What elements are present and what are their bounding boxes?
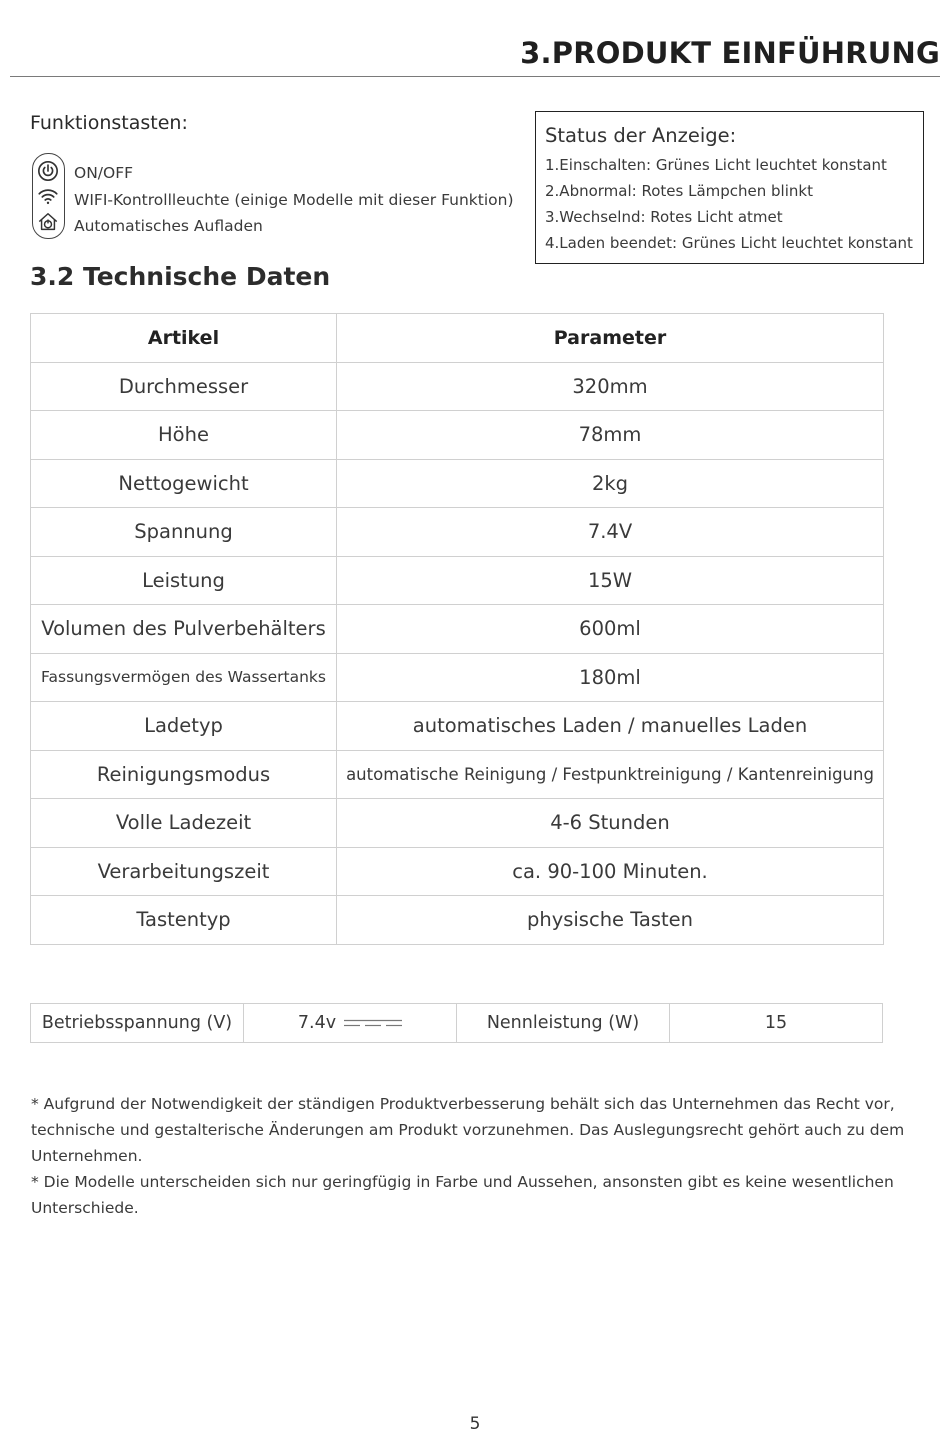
table-cell: Reinigungsmodus xyxy=(31,750,337,799)
table-row xyxy=(31,1004,883,1043)
table-cell: 600ml xyxy=(337,605,884,654)
header-divider xyxy=(10,76,940,77)
table-cell: Höhe xyxy=(31,411,337,460)
voltage-label: Betriebsspannung (V) xyxy=(31,1004,244,1043)
list-item: 4.Laden beendet: Grünes Licht leuchtet konstant xyxy=(545,234,913,252)
list-item: ON/OFF xyxy=(74,164,134,182)
list-item: 2.Abnormal: Rotes Lämpchen blinkt xyxy=(545,182,813,200)
note-paragraph: * Die Modelle unterscheiden sich nur geringfügig in Farbe und Aussehen, ansonsten gibt es keine wesentlichen Unterschiede. xyxy=(31,1173,894,1217)
table-cell: 7.4V xyxy=(337,508,884,557)
column-header: Parameter xyxy=(337,314,884,363)
table-cell: 78mm xyxy=(337,411,884,460)
table-cell: Verarbeitungszeit xyxy=(31,847,337,896)
dc-symbol-icon xyxy=(344,1018,402,1028)
table-row xyxy=(31,508,884,557)
power-value: 15 xyxy=(670,1004,883,1043)
page-title: 3.PRODUKT EINFÜHRUNG xyxy=(520,36,940,70)
table-row xyxy=(31,750,884,799)
table-cell: ca. 90-100 Minuten. xyxy=(337,847,884,896)
table-cell: Durchmesser xyxy=(31,362,337,411)
table-row xyxy=(31,653,884,702)
power-icon xyxy=(37,160,59,182)
table-row xyxy=(31,605,884,654)
table-row xyxy=(31,799,884,848)
status-box xyxy=(535,111,924,264)
table-cell: 2kg xyxy=(337,459,884,508)
notes xyxy=(31,1091,911,1221)
voltage-value-cell xyxy=(244,1004,457,1043)
status-title: Status der Anzeige: xyxy=(545,124,737,147)
table-row xyxy=(31,459,884,508)
power-label: Nennleistung (W) xyxy=(457,1004,670,1043)
list-item: WIFI-Kontrollleuchte (einige Modelle mit dieser Funktion) xyxy=(74,190,514,209)
table-row xyxy=(31,702,884,751)
table-cell: 4-6 Stunden xyxy=(337,799,884,848)
list-item: Automatisches Aufladen xyxy=(74,217,263,235)
funktionstasten-list xyxy=(74,160,514,240)
table-cell: automatisches Laden / manuelles Laden xyxy=(337,702,884,751)
table-cell: Fassungsvermögen des Wassertanks xyxy=(31,653,337,702)
table-row xyxy=(31,847,884,896)
home-charge-icon xyxy=(37,211,59,233)
column-header: Artikel xyxy=(31,314,337,363)
note-paragraph: * Aufgrund der Notwendigkeit der ständigen Produktverbesserung behält sich das Unternehmen das Recht vor, technische und gestalterische Änderungen am Produkt vorzunehmen. Das Auslegungsrecht gehört auch zu dem Unternehmen. xyxy=(31,1095,905,1165)
table-row xyxy=(31,556,884,605)
table-cell: Leistung xyxy=(31,556,337,605)
list-item: 3.Wechselnd: Rotes Licht atmet xyxy=(545,208,783,226)
table-header-row xyxy=(31,314,884,363)
spec-table xyxy=(30,313,884,945)
table-cell: Spannung xyxy=(31,508,337,557)
table-cell: 320mm xyxy=(337,362,884,411)
wifi-icon xyxy=(37,185,59,207)
list-item: 1.Einschalten: Grünes Licht leuchtet konstant xyxy=(545,156,887,174)
status-list xyxy=(545,152,923,256)
rating-table xyxy=(30,1003,883,1043)
table-row xyxy=(31,411,884,460)
table-cell: physische Tasten xyxy=(337,896,884,945)
table-cell: Nettogewicht xyxy=(31,459,337,508)
table-cell: Tastentyp xyxy=(31,896,337,945)
table-row xyxy=(31,362,884,411)
table-cell: automatische Reinigung / Festpunktreinigung / Kantenreinigung xyxy=(337,750,884,799)
table-cell: Volumen des Pulverbehälters xyxy=(31,605,337,654)
page-number: 5 xyxy=(469,1414,481,1434)
table-cell: Volle Ladezeit xyxy=(31,799,337,848)
table-cell: 15W xyxy=(337,556,884,605)
table-row xyxy=(31,896,884,945)
table-cell: 180ml xyxy=(337,653,884,702)
funktionstasten-heading: Funktionstasten: xyxy=(30,112,188,134)
table-cell: Ladetyp xyxy=(31,702,337,751)
button-panel xyxy=(32,153,65,239)
section-title: 3.2 Technische Daten xyxy=(30,262,331,291)
voltage-value: 7.4v xyxy=(297,1013,337,1033)
